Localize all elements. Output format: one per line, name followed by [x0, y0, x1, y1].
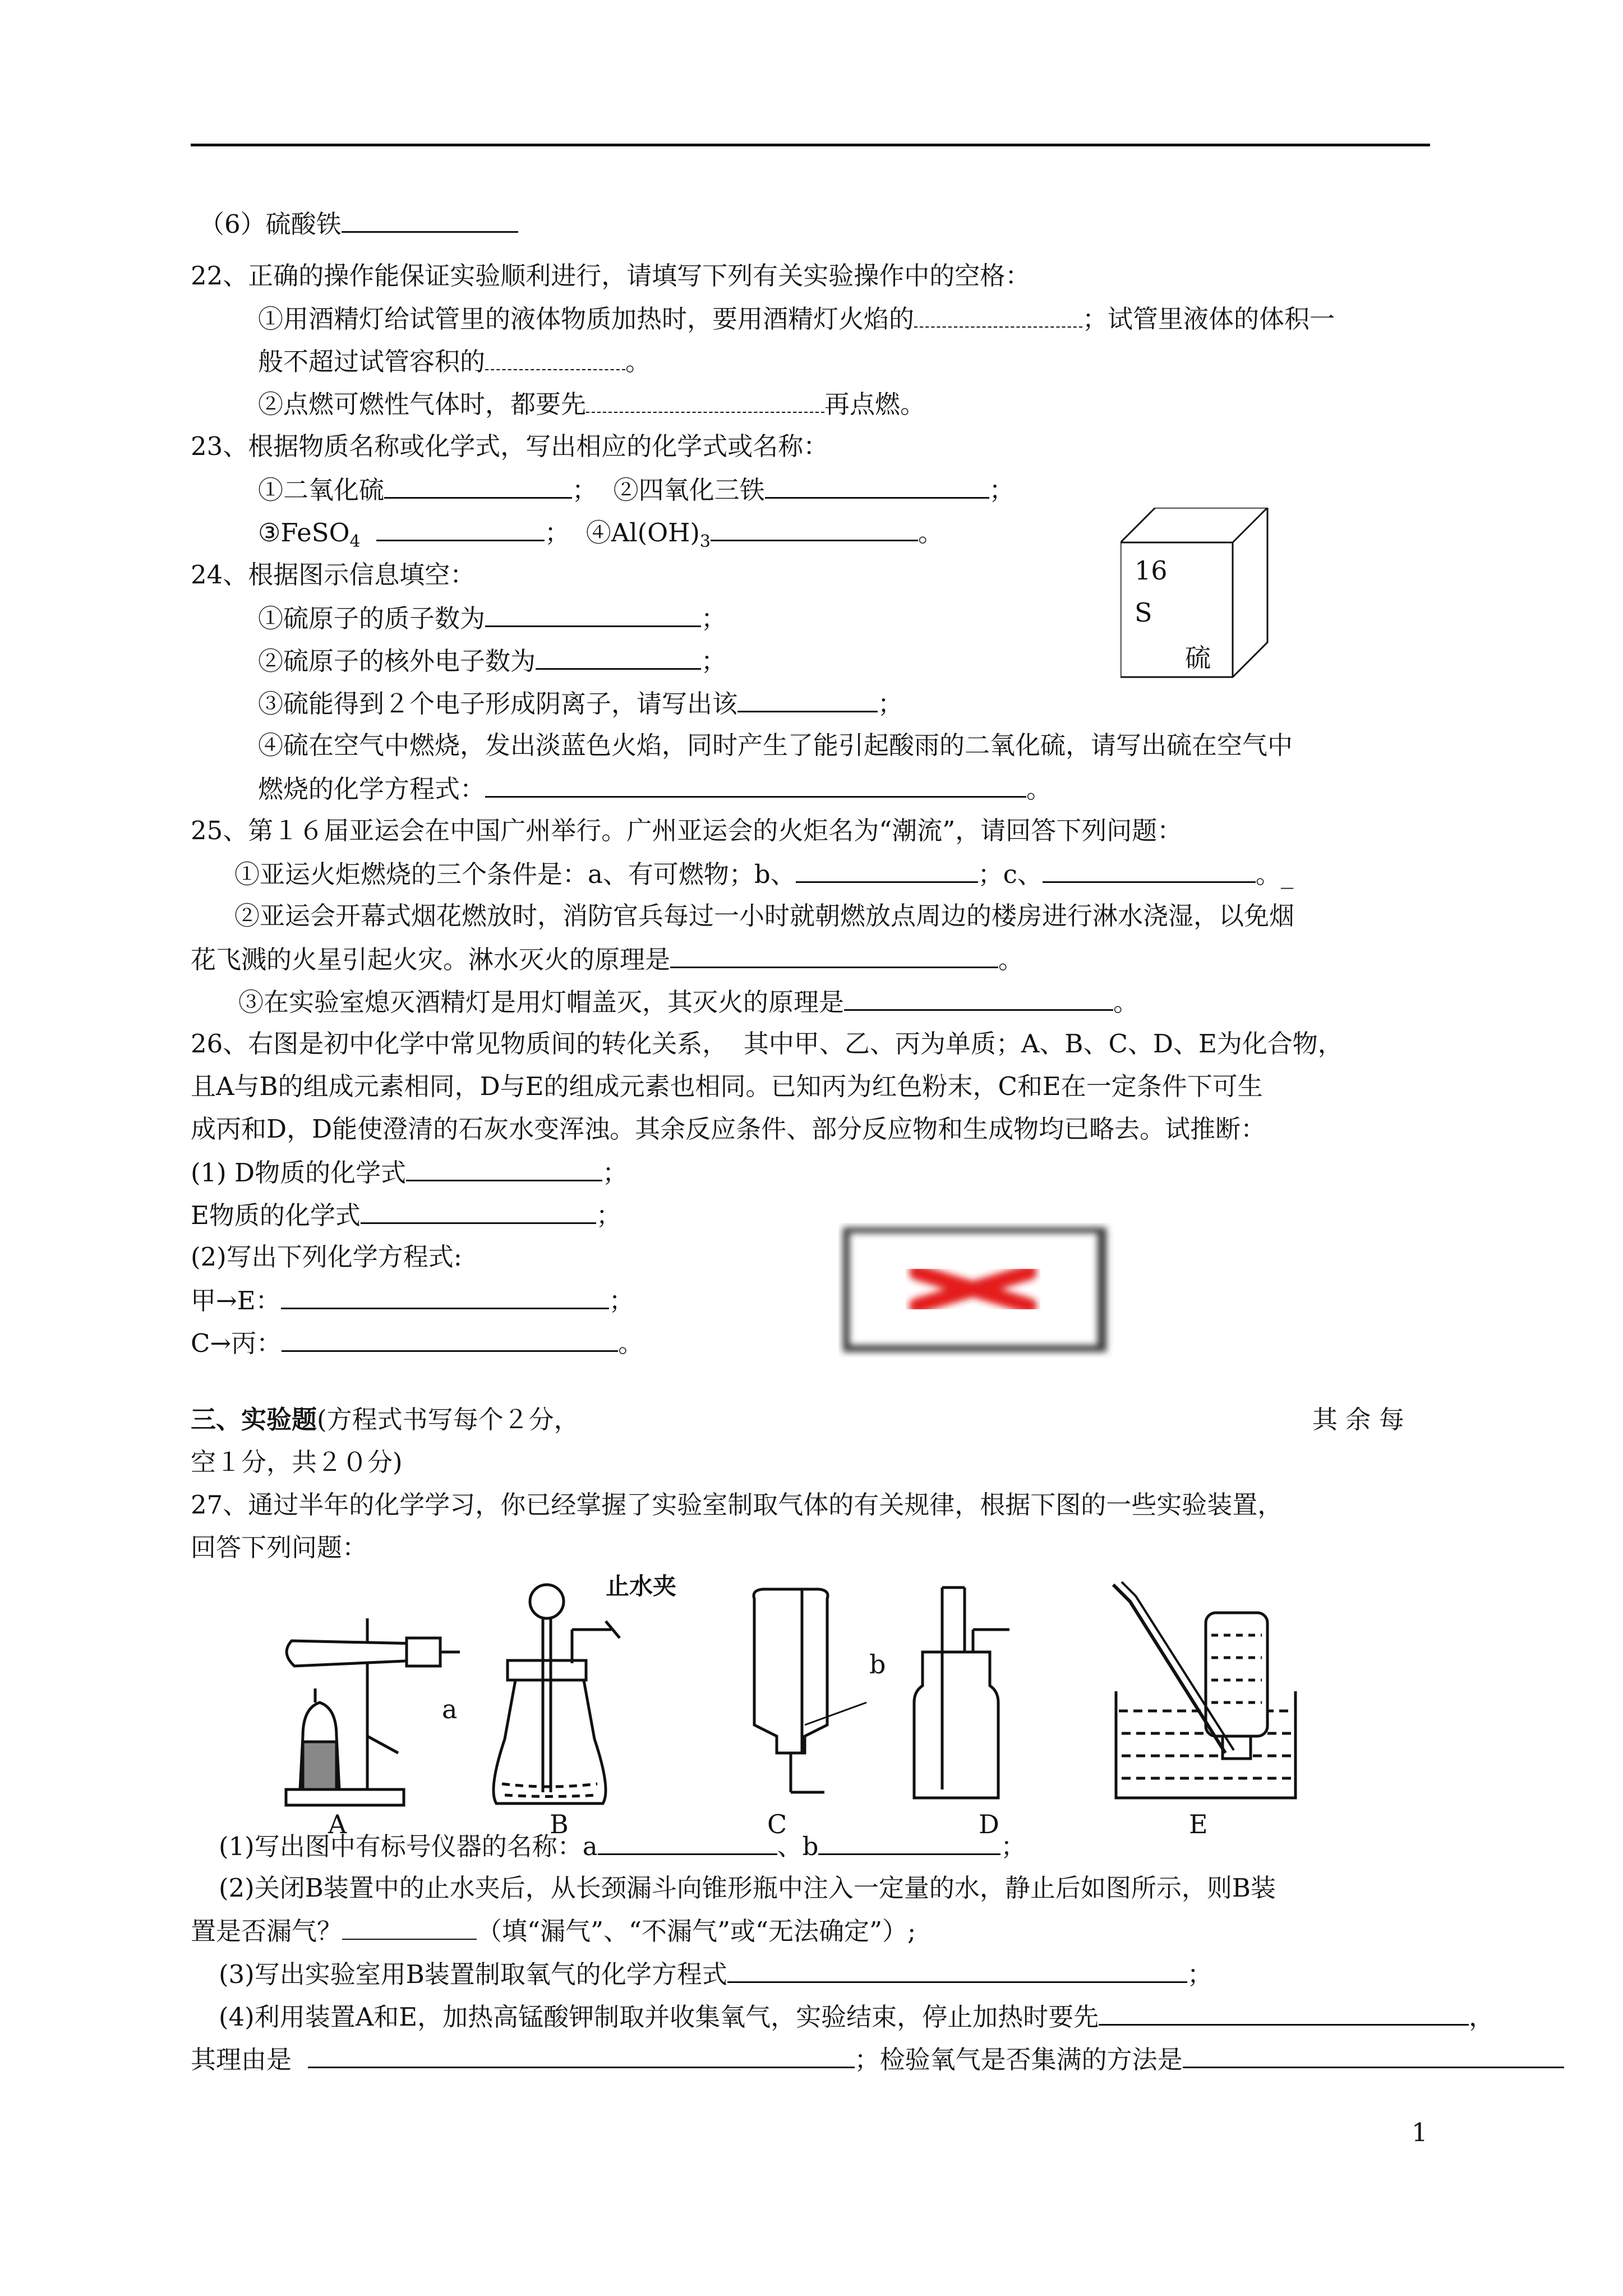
q25-stem: 25、第１６届亚运会在中国广州举行。广州亚运会的火炬名为“潮流”，请回答下列问题：: [191, 816, 1183, 845]
q26-line1: 26、右图是初中化学中常见物质间的转化关系， 其中甲、乙、丙为单质；A、B、C、D、E为化合物，: [191, 1029, 1343, 1059]
q25-item2-end: 。: [998, 945, 1024, 974]
apparatus-b: [494, 1585, 620, 1803]
q25-condition-b-blank[interactable]: [796, 857, 978, 883]
q26-eq1-blank[interactable]: [281, 1283, 609, 1309]
q22-volume-blank[interactable]: [485, 344, 625, 370]
q27-sub2-line2: [191, 1914, 916, 1948]
q25-water-principle-blank[interactable]: [670, 942, 998, 968]
apparatus-a: [286, 1618, 460, 1805]
q24-item2: [258, 643, 726, 678]
q26-eq2-end: 。: [618, 1328, 644, 1358]
section3-note-line2: 空１分，共２０分): [191, 1447, 403, 1477]
section3-note: (方程式书写每个２分，: [317, 1405, 579, 1434]
apparatus-d: [914, 1588, 1009, 1798]
q23-line1-end: ；: [989, 475, 1015, 505]
q24-electrons-blank[interactable]: [536, 643, 701, 670]
q22-item1-text-c: 般不超过试管容积的: [258, 347, 486, 376]
q24-item3-end: ；: [878, 689, 903, 719]
q22-item1-line1: [258, 302, 1335, 336]
q25-condition-c-blank[interactable]: [1043, 857, 1256, 883]
q23-feso4-blank[interactable]: [376, 515, 545, 541]
section3-title: 三、实验题: [191, 1405, 317, 1434]
q25-item1-text-b: ；c、: [978, 859, 1043, 889]
q22-flame-blank[interactable]: [914, 302, 1082, 328]
q24-protons-blank[interactable]: [485, 601, 701, 627]
q25-item2-text: 花飞溅的火星引起火灾。淋水灭火的原理是: [191, 945, 671, 974]
q24-item3: [258, 686, 903, 721]
apparatus-drawing: [269, 1568, 1301, 1843]
q23-item2-text: ； ②四氧化三铁: [572, 475, 765, 505]
q23-line2-end: 。: [918, 518, 944, 547]
q26-part1-text: (1) D物质的化学式: [191, 1158, 407, 1188]
q25-item2-line2: [191, 942, 1023, 977]
q22-ignite-blank[interactable]: [586, 387, 824, 413]
q23-so2-blank[interactable]: [384, 472, 572, 499]
q27-sub1-end: ；: [1000, 1832, 1026, 1861]
q27-line2: 回答下列问题：: [191, 1533, 368, 1562]
q27-instrument-a-blank[interactable]: [598, 1829, 777, 1855]
q24-item2-end: ；: [701, 646, 727, 676]
q27-sub4-check-text: ；检验氧气是否集满的方法是: [854, 2045, 1183, 2074]
q22-item1-text: ①用酒精灯给试管里的液体物质加热时，要用酒精灯火焰的: [258, 304, 915, 334]
clamp-label: 止水夹: [606, 1572, 677, 1600]
q6-answer-blank[interactable]: [342, 206, 518, 233]
q23-item4-subscript: 3: [699, 532, 711, 551]
q27-sub2-options: （填“漏气”、“不漏气”或“无法确定”）;: [477, 1916, 916, 1946]
q27-sub4-text: (4)利用装置A和E，加热高锰酸钾制取并收集氧气，实验结束，停止加热时要先: [219, 2002, 1099, 2032]
q6-label: （6）硫酸铁: [199, 209, 342, 239]
atomic-number: 16: [1135, 555, 1168, 586]
apparatus-label-c: C: [767, 1809, 787, 1839]
q26-line2: 且A与B的组成元素相同，D与E的组成元素也相同。已知丙为红色粉末，C和E在一定条件下可生: [191, 1071, 1263, 1101]
q26-eq2: [191, 1326, 643, 1360]
q26-part1: [191, 1155, 628, 1190]
q27-check-method-blank[interactable]: [1183, 2042, 1564, 2068]
q24-item3-text: ③硫能得到２个电子形成阴离子，请写出该: [258, 689, 738, 719]
apparatus-label-e: E: [1189, 1809, 1208, 1839]
apparatus-e: [1113, 1582, 1295, 1798]
q27-instrument-b-blank[interactable]: [818, 1829, 1000, 1855]
sulfur-element-tile: [1121, 508, 1272, 682]
q24-item4-end: 。: [1026, 774, 1052, 804]
q26-eq1-text: 甲→E：: [191, 1286, 281, 1315]
element-symbol: S: [1135, 597, 1152, 628]
q23-line1: [258, 472, 1015, 507]
q26-eq2-blank[interactable]: [282, 1326, 618, 1352]
q27-sub1: [219, 1829, 1026, 1864]
q27-sub2-line1: (2)关闭B装置中的止水夹后，从长颈漏斗向锥形瓶中注入一定量的水，静止后如图所示，则B装: [219, 1873, 1276, 1903]
q27-sub1-text-b: 、b: [777, 1832, 819, 1861]
apparatus-label-b: B: [550, 1809, 569, 1839]
q22-item2-line: [258, 387, 925, 421]
q27-sub4-line1: [219, 1999, 1494, 2034]
instrument-label-a: a: [442, 1694, 458, 1724]
q24-item1-end: ；: [701, 604, 727, 633]
q22-item1-text-b: ；试管里液体的体积一: [1082, 304, 1335, 334]
q26-part1b-text: E物质的化学式: [191, 1200, 361, 1230]
q23-line2: [258, 515, 943, 559]
apparatus-label-d: D: [979, 1809, 999, 1839]
section3-note-right: 其 余 每: [1312, 1405, 1404, 1434]
q27-sub3-text: (3)写出实验室用B装置制取氧气的化学方程式: [219, 1959, 727, 1989]
broken-image-icon: [838, 1223, 1113, 1358]
q27-oxygen-equation-blank[interactable]: [727, 1957, 1187, 1983]
q26-eq1-end: ；: [608, 1286, 634, 1315]
q23-item4-text: ； ④Al(OH): [545, 518, 700, 547]
q24-item4-text: 燃烧的化学方程式：: [258, 774, 486, 804]
q27-first-step-blank[interactable]: [1099, 1999, 1469, 2026]
q27-sub4-line2: [191, 2042, 1564, 2077]
q25-item1-end: 。_: [1255, 859, 1294, 889]
q24-item4-line1: ④硫在空气中燃烧，发出淡蓝色火焰，同时产生了能引起酸雨的二氧化硫，请写出硫在空气中: [258, 730, 1293, 760]
q24-stem: 24、根据图示信息填空：: [191, 560, 476, 590]
q23-stem: 23、根据物质名称或化学式，写出相应的化学式或名称：: [191, 431, 829, 461]
apparatus-c: [754, 1589, 866, 1792]
q22-item1-text-d: 。: [625, 347, 651, 376]
q26-e-formula-blank[interactable]: [361, 1198, 596, 1224]
element-name: 硫: [1185, 643, 1211, 673]
q24-equation-blank[interactable]: [485, 771, 1026, 798]
q26-part1b-end: ；: [596, 1200, 621, 1230]
q27-sub3: [219, 1957, 1212, 1991]
q22-item2-text: ②点燃可燃性气体时，都要先: [258, 389, 587, 419]
q24-item1: [258, 601, 726, 636]
q26-part1b: [191, 1198, 621, 1232]
q22-item1-line2: [258, 344, 651, 379]
q27-sub4-comma: ，: [1469, 2002, 1495, 2032]
q23-item3-subscript: 4: [349, 532, 361, 551]
instrument-label-b: b: [869, 1649, 886, 1680]
q24-item1-text: ①硫原子的质子数为: [258, 604, 486, 633]
q26-eq2-text: C→丙：: [191, 1328, 282, 1358]
q25-item1-text: ①亚运火炬燃烧的三个条件是：a、有可燃物；b、: [234, 859, 796, 889]
q23-item3-text: ③FeSO: [258, 518, 350, 547]
header-rule: [191, 144, 1430, 146]
q25-item2-line1: ②亚运会开幕式烟花燃放时，消防官兵每过一小时就朝燃放点周边的楼房进行淋水浇湿，以免烟: [234, 901, 1295, 931]
q27-reason-blank[interactable]: [308, 2042, 855, 2068]
q27-leak-blank[interactable]: [342, 1914, 477, 1940]
q26-eq1: [191, 1283, 634, 1318]
q22-item2-text-b: 再点燃。: [824, 389, 926, 419]
section3-header: [191, 1403, 579, 1437]
q27-sub2-text: 置是否漏气？: [191, 1916, 343, 1946]
q25-item3-text: ③在实验室熄灭酒精灯是用灯帽盖灭，其灭火的原理是: [238, 987, 845, 1017]
q25-item1: [234, 857, 1293, 891]
q24-item4-line2: [258, 771, 1052, 806]
apparatus-label-a: A: [328, 1809, 347, 1839]
q23-aloh3-blank[interactable]: [711, 515, 918, 541]
q25-item3: [238, 984, 1138, 1019]
q26-part2: (2)写出下列化学方程式:: [191, 1242, 462, 1272]
q25-item3-end: 。: [1113, 987, 1139, 1017]
q25-cap-principle-blank[interactable]: [844, 984, 1113, 1011]
q26-line3: 成丙和D，D能使澄清的石灰水变浑浊。其余反应条件、部分反应物和生成物均已略去。试推断：: [191, 1114, 1266, 1144]
q26-part1-end: ；: [602, 1158, 628, 1188]
q6-line: [199, 206, 518, 241]
q27-line1: 27、通过半年的化学学习，你已经掌握了实验室制取气体的有关规律，根据下图的一些实验装置，: [191, 1490, 1283, 1520]
q26-d-formula-blank[interactable]: [406, 1155, 602, 1181]
q27-sub4-reason-text: 其理由是: [191, 2045, 292, 2074]
page-number: 1: [1412, 2118, 1428, 2147]
q24-item2-text: ②硫原子的核外电子数为: [258, 646, 536, 676]
q24-ion-blank[interactable]: [737, 686, 878, 712]
q23-fe3o4-blank[interactable]: [765, 472, 989, 499]
q23-item1-text: ①二氧化硫: [258, 475, 385, 505]
q22-stem: 22、正确的操作能保证实验顺利进行，请填写下列有关实验操作中的空格：: [191, 261, 1031, 291]
q27-sub3-end: ；: [1187, 1959, 1212, 1989]
q27-sub1-text: (1)写出图中有标号仪器的名称：a: [219, 1832, 598, 1861]
missing-image-placeholder: [838, 1223, 1113, 1358]
lab-apparatus-figure: [269, 1568, 1301, 1843]
